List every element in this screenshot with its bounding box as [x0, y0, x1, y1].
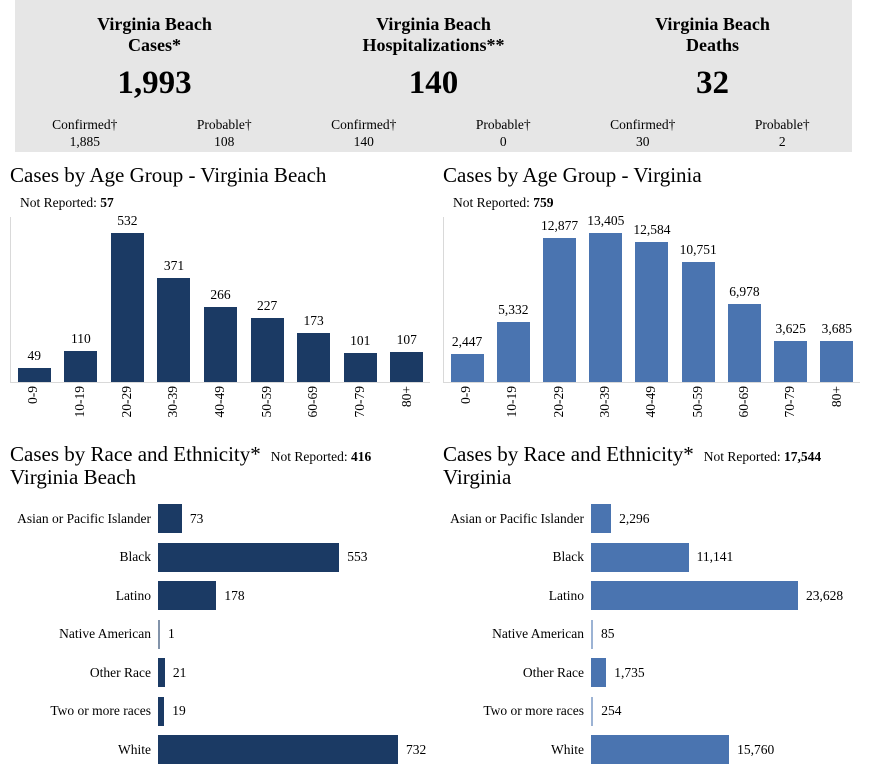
- category-label: 60-69: [305, 385, 321, 418]
- bar-value-label: 49: [27, 347, 42, 363]
- cases-probable: [155, 117, 295, 152]
- age-chart-virginia-beach: [10, 164, 434, 429]
- bar-30-39[interactable]: [589, 233, 622, 382]
- cases-confirmed-value: 1,885: [69, 133, 100, 149]
- category-label: 40-49: [643, 385, 659, 418]
- axis-label-cell: [767, 386, 813, 429]
- bar-value-label: 11,141: [696, 549, 734, 565]
- category-label: Native American: [59, 626, 151, 642]
- bar-slot-40-49: [197, 217, 244, 382]
- bar-10-19[interactable]: [64, 351, 97, 382]
- axis-label-cell: [814, 386, 860, 429]
- bar-slot-40-49: [629, 217, 675, 382]
- category-label: 40-49: [212, 385, 228, 418]
- category-label: 60-69: [736, 385, 752, 418]
- deaths-total: 32: [696, 65, 729, 102]
- category-label: 70-79: [782, 385, 798, 418]
- age-bar-plot: [10, 212, 430, 383]
- category-label: 80+: [828, 385, 844, 407]
- bar-40-49[interactable]: [204, 307, 237, 382]
- bar-slot-30-39: [583, 212, 629, 382]
- age-bar-plot: [443, 212, 860, 383]
- hosp-probable-value: 0: [499, 133, 507, 149]
- not-reported-value: 57: [100, 194, 114, 210]
- bar-value-label: 85: [601, 626, 615, 642]
- axis-label-cell: [10, 386, 57, 429]
- bar-value-label: 227: [256, 297, 278, 313]
- bar-60-69[interactable]: [297, 333, 330, 382]
- bar-value-label: 3,685: [821, 320, 853, 336]
- bar-black[interactable]: [591, 543, 689, 572]
- deaths-confirmed-label: Confirmed†: [610, 116, 676, 132]
- hosp-title-line2: Hospitalizations**: [362, 35, 505, 56]
- category-label: 70-79: [352, 385, 368, 418]
- hosp-confirmed-value: 140: [353, 133, 374, 149]
- category-label: Asian or Pacific Islander: [17, 510, 151, 526]
- race-row-asian-or-pacific-islander: [443, 500, 864, 539]
- bar-value-label: 178: [224, 587, 245, 603]
- bar-slot-60-69: [290, 217, 337, 382]
- bar-value-label: 1: [168, 626, 175, 642]
- bar-0-9[interactable]: [18, 368, 51, 382]
- category-label: Two or more races: [483, 703, 584, 719]
- race-charts-row: [0, 443, 869, 770]
- bar-value-label: 101: [350, 333, 371, 349]
- race-row-black: [10, 538, 434, 577]
- axis-label-cell: [536, 386, 582, 429]
- not-reported-note: [20, 195, 434, 211]
- hospitalizations-title: [294, 14, 573, 57]
- bar-0-9[interactable]: [451, 354, 484, 381]
- axis-label-cell: [197, 386, 244, 429]
- not-reported-note: [704, 449, 821, 465]
- bar-asian-or-pacific-islander[interactable]: [591, 504, 611, 533]
- bar-70-79[interactable]: [344, 353, 377, 381]
- category-label: White: [118, 741, 151, 757]
- hosp-probable-label: Probable†: [475, 116, 531, 132]
- bar-value-label: 13,405: [587, 212, 625, 228]
- bar-value-label: 6,978: [729, 283, 760, 299]
- bar-70-79[interactable]: [774, 341, 807, 381]
- age-chart-virginia: [443, 164, 864, 429]
- race-chart-header: [10, 443, 434, 490]
- bar-slot-10-19: [58, 217, 105, 382]
- bar-native-american[interactable]: [591, 620, 593, 649]
- axis-label-cell: [243, 386, 290, 429]
- bar-other-race[interactable]: [158, 658, 165, 687]
- bar-other-race[interactable]: [591, 658, 606, 687]
- bar-value-label: 371: [163, 257, 185, 273]
- bar-50-59[interactable]: [251, 318, 284, 382]
- bar-slot-10-19: [490, 217, 536, 382]
- bar-value-label: 73: [189, 510, 204, 526]
- bar-latino[interactable]: [158, 581, 216, 610]
- category-label: 80+: [398, 385, 414, 407]
- category-label: Other Race: [522, 664, 584, 680]
- deaths-title-line2: Deaths: [686, 35, 739, 56]
- bar-value-label: 12,877: [540, 218, 579, 234]
- not-reported-note: [453, 195, 864, 211]
- category-label: 50-59: [689, 385, 705, 418]
- bar-20-29[interactable]: [543, 238, 576, 381]
- race-row-other-race: [10, 654, 434, 693]
- chart-title: Cases by Race and Ethnicity*: [443, 441, 694, 466]
- hosp-probable: [434, 117, 574, 152]
- category-label: Black: [119, 549, 151, 565]
- bar-value-label: 23,628: [806, 587, 844, 603]
- category-label: 10-19: [72, 385, 87, 418]
- bar-80+[interactable]: [820, 341, 853, 382]
- bar-30-39[interactable]: [157, 278, 190, 382]
- axis-label-cell: [443, 386, 489, 429]
- bar-two-or-more-races[interactable]: [158, 697, 164, 726]
- cases-confirmed-label: Confirmed†: [52, 116, 118, 132]
- chart-subtitle: Virginia Beach: [10, 465, 137, 490]
- bar-slot-50-59: [675, 217, 721, 382]
- category-label: Native American: [492, 626, 584, 642]
- not-reported-label: Not Reported:: [270, 448, 348, 464]
- deaths-probable: [713, 117, 853, 152]
- chart-title: Cases by Age Group - Virginia: [443, 163, 702, 187]
- axis-label-cell: [582, 386, 628, 429]
- race-row-asian-or-pacific-islander: [10, 500, 434, 539]
- age-axis-labels: [10, 383, 430, 429]
- cases-confirmed: [15, 117, 155, 152]
- cases-total: 1,993: [117, 65, 192, 102]
- category-label: 30-39: [597, 385, 613, 418]
- race-row-two-or-more-races: [443, 692, 864, 731]
- bar-slot-80+: [814, 217, 860, 382]
- cases-title: [15, 14, 294, 57]
- deaths-title: [573, 14, 852, 57]
- category-label: Asian or Pacific Islander: [450, 510, 584, 526]
- chart-subtitle: Virginia: [443, 465, 512, 490]
- age-charts-row: [0, 164, 869, 429]
- race-row-native-american: [443, 615, 864, 654]
- cases-probable-label: Probable†: [196, 116, 252, 132]
- bar-asian-or-pacific-islander[interactable]: [158, 504, 182, 533]
- race-row-native-american: [10, 615, 434, 654]
- bar-slot-70-79: [768, 217, 814, 382]
- hosp-title-line1: Virginia Beach: [376, 14, 491, 34]
- category-label: 0-9: [458, 385, 474, 404]
- race-row-latino: [10, 577, 434, 616]
- race-row-white: [10, 731, 434, 770]
- category-label: 30-39: [165, 385, 181, 418]
- bar-black[interactable]: [158, 543, 339, 572]
- not-reported-value: 416: [351, 448, 372, 464]
- category-label: Two or more races: [50, 703, 151, 719]
- bar-slot-70-79: [337, 217, 384, 382]
- bar-value-label: 2,296: [619, 510, 650, 526]
- bar-value-label: 2,447: [451, 334, 483, 350]
- deaths-confirmed: [573, 117, 713, 152]
- bar-value-label: 3,625: [775, 321, 806, 337]
- axis-label-cell: [103, 386, 150, 429]
- axis-label-cell: [489, 386, 535, 429]
- category-label: 20-29: [550, 385, 566, 418]
- bar-value-label: 254: [601, 703, 622, 719]
- axis-label-cell: [337, 386, 384, 429]
- bar-slot-20-29: [536, 217, 582, 382]
- race-row-latino: [443, 577, 864, 616]
- hosp-confirmed: [294, 117, 434, 152]
- axis-label-cell: [628, 386, 674, 429]
- bar-slot-80+: [384, 217, 431, 382]
- bar-value-label: 15,760: [737, 741, 775, 757]
- bar-80+[interactable]: [390, 352, 423, 382]
- deaths-probable-label: Probable†: [754, 116, 810, 132]
- race-chart-header: [443, 443, 864, 490]
- bar-latino[interactable]: [591, 581, 798, 610]
- bar-value-label: 173: [303, 313, 324, 329]
- not-reported-value: 17,544: [784, 448, 822, 464]
- bar-white[interactable]: [591, 735, 729, 764]
- bar-two-or-more-races[interactable]: [591, 697, 593, 726]
- race-row-two-or-more-races: [10, 692, 434, 731]
- not-reported-label: Not Reported:: [453, 194, 530, 210]
- race-bar-rows: [10, 500, 434, 770]
- cases-probable-value: 108: [214, 133, 235, 149]
- bar-slot-0-9: [11, 217, 58, 382]
- bar-value-label: 266: [210, 287, 231, 303]
- axis-label-cell: [383, 386, 430, 429]
- category-label: Other Race: [89, 664, 151, 680]
- category-label: Latino: [115, 587, 151, 603]
- bar-60-69[interactable]: [728, 304, 761, 382]
- cases-title-line2: Cases*: [128, 35, 181, 56]
- bar-value-label: 532: [117, 212, 138, 228]
- category-label: Latino: [548, 587, 584, 603]
- bar-slot-0-9: [444, 217, 490, 382]
- axis-label-cell: [721, 386, 767, 429]
- not-reported-note: [271, 449, 372, 465]
- chart-title: Cases by Race and Ethnicity*: [10, 441, 261, 466]
- bar-50-59[interactable]: [682, 262, 715, 382]
- not-reported-label: Not Reported:: [703, 448, 781, 464]
- axis-label-cell: [290, 386, 337, 429]
- bar-white[interactable]: [158, 735, 398, 764]
- hosp-confirmed-label: Confirmed†: [331, 116, 397, 132]
- chart-title: Cases by Age Group - Virginia Beach: [10, 163, 327, 187]
- category-label: 20-29: [118, 385, 134, 418]
- axis-label-cell: [675, 386, 721, 429]
- cases-title-line1: Virginia Beach: [97, 14, 212, 34]
- bar-value-label: 553: [347, 549, 368, 565]
- race-chart-virginia-beach: [10, 443, 434, 770]
- bar-value-label: 21: [172, 664, 187, 680]
- race-row-black: [443, 538, 864, 577]
- category-label: 50-59: [258, 385, 274, 418]
- bar-value-label: 107: [396, 331, 417, 347]
- category-label: 10-19: [504, 385, 520, 418]
- not-reported-label: Not Reported:: [20, 194, 97, 210]
- axis-label-cell: [150, 386, 197, 429]
- bar-slot-60-69: [721, 217, 767, 382]
- bar-native-american[interactable]: [158, 620, 160, 649]
- deaths-confirmed-value: 30: [636, 133, 650, 149]
- race-bar-rows: [443, 500, 864, 770]
- axis-label-cell: [57, 386, 104, 429]
- bar-40-49[interactable]: [635, 242, 668, 382]
- deaths-title-line1: Virginia Beach: [655, 14, 770, 34]
- bar-value-label: 10,751: [679, 242, 717, 258]
- bar-value-label: 1,735: [614, 664, 645, 680]
- summary-stat-panel: [15, 0, 852, 152]
- bar-slot-30-39: [151, 217, 198, 382]
- category-label: White: [551, 741, 584, 757]
- bar-20-29[interactable]: [111, 233, 144, 382]
- age-axis-labels: [443, 383, 860, 429]
- bar-value-label: 12,584: [633, 221, 671, 237]
- race-row-other-race: [443, 654, 864, 693]
- race-chart-virginia: [443, 443, 864, 770]
- bar-10-19[interactable]: [497, 322, 530, 381]
- category-label: Black: [552, 549, 584, 565]
- hospitalizations-total: 140: [408, 65, 459, 102]
- bar-value-label: 110: [70, 330, 91, 346]
- not-reported-value: 759: [533, 194, 554, 210]
- race-row-white: [443, 731, 864, 770]
- bar-value-label: 19: [172, 703, 186, 719]
- category-label: 0-9: [25, 385, 41, 404]
- bar-value-label: 732: [406, 741, 427, 757]
- deaths-probable-value: 2: [778, 133, 786, 149]
- bar-slot-50-59: [244, 217, 291, 382]
- bar-slot-20-29: [104, 212, 151, 382]
- bar-value-label: 5,332: [498, 302, 529, 318]
